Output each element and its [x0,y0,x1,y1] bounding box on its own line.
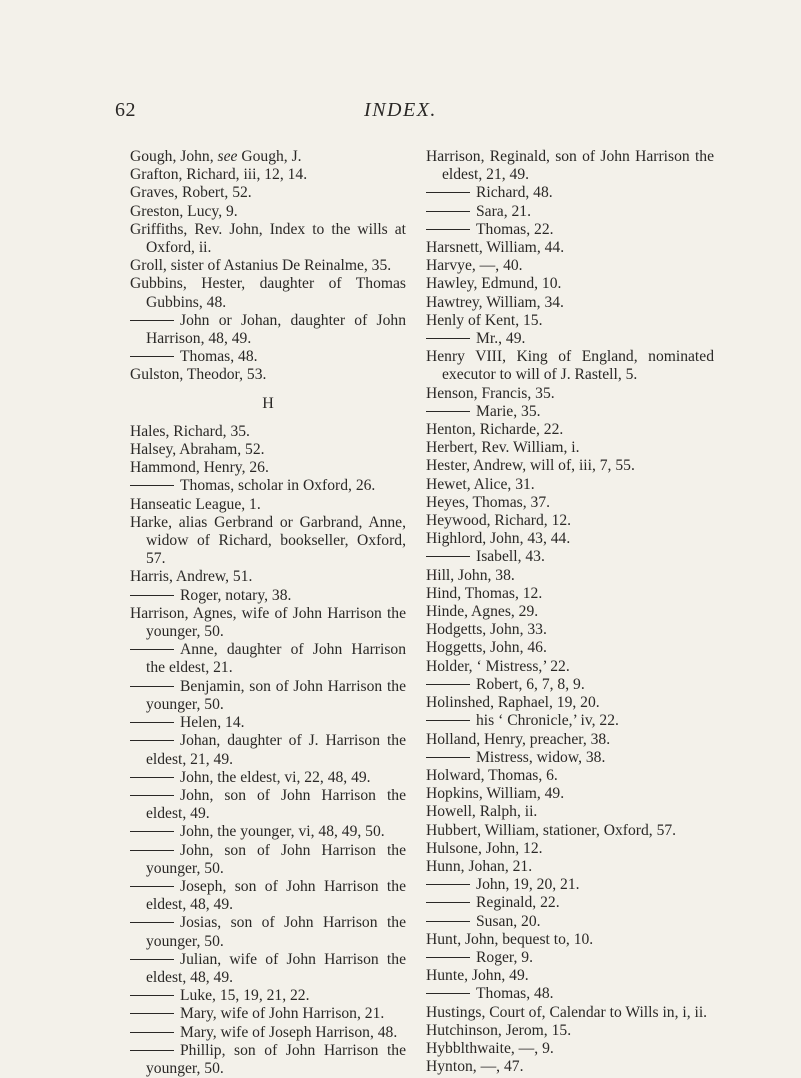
ditto-dash [426,229,470,230]
entry-text: Henly of Kent, 15. [426,311,543,329]
index-entry [426,840,714,858]
index-entry [130,605,406,641]
entry-text: Hulsone, John, 12. [426,839,543,857]
index-entry [426,530,714,548]
entry-text: John, 19, 20, 21. [476,876,580,894]
ditto-dash [130,831,174,832]
index-subentry [130,1005,406,1023]
index-subentry [426,876,714,894]
entry-text: Hustings, Court of, Calendar to Wills in, i, ii. [426,1003,708,1021]
index-subentry [130,914,406,950]
index-subentry [130,769,406,787]
entry-text: Hester, Andrew, will of, iii, 7, 55. [426,457,635,475]
index-subentry [426,985,714,1003]
ditto-dash [130,595,174,596]
index-subentry [426,221,714,239]
ditto-dash [130,686,174,687]
entry-text: Highlord, John, 43, 44. [426,530,571,548]
entry-text: Henson, Francis, 35. [426,384,555,402]
index-subentry [130,878,406,914]
entry-text: Groll, sister of Astanius De Reinalme, 35. [130,257,392,275]
index-subentry [130,477,406,495]
index-entry [426,785,714,803]
index-subentry [426,548,714,566]
ditto-dash [426,556,470,557]
entry-text: Hubbert, William, stationer, Oxford, 57. [426,821,677,839]
ditto-dash [426,192,470,193]
ditto-dash [426,757,470,758]
index-entry [426,1058,714,1076]
entry-text: Hoggetts, John, 46. [426,639,547,657]
index-subentry [130,678,406,714]
index-subentry [426,894,714,912]
ditto-dash [426,902,470,903]
index-entry [130,423,406,441]
index-entry [426,148,714,184]
entry-text: Thomas, 48. [476,985,554,1003]
ditto-dash [130,649,174,650]
entry-text: Hunte, John, 49. [426,967,529,985]
index-subentry [130,587,406,605]
entry-text: Susan, 20. [476,912,541,930]
index-subentry [130,641,406,677]
entry-text: John, the eldest, vi, 22, 48, 49. [180,768,371,786]
index-entry [426,348,714,384]
index-entry [426,858,714,876]
ditto-dash [130,1013,174,1014]
entry-text: Holward, Thomas, 6. [426,766,558,784]
index-entry [130,221,406,257]
entry-text: Robert, 6, 7, 8, 9. [476,675,585,693]
index-entry [426,1022,714,1040]
index-entry [426,803,714,821]
ditto-dash [130,485,174,486]
index-subentry [426,913,714,931]
ditto-dash [426,684,470,685]
entry-text: Hewet, Alice, 31. [426,475,535,493]
index-entry [426,421,714,439]
entry-text: Grafton, Richard, iii, 12, 14. [130,166,308,184]
entry-text: Hind, Thomas, 12. [426,584,543,602]
index-entry [426,567,714,585]
ditto-dash [426,884,470,885]
index-subentry [130,312,406,348]
ditto-dash [130,795,174,796]
index-entry [426,822,714,840]
index-subentry [130,951,406,987]
index-entry [130,568,406,586]
entry-text: Holder, ‘ Mistress,’ 22. [426,657,570,675]
ditto-dash [130,320,174,321]
ditto-dash [426,957,470,958]
ditto-dash [130,777,174,778]
entry-text: Hunn, Johan, 21. [426,857,533,875]
index-subentry [130,987,406,1005]
entry-text: Halsey, Abraham, 52. [130,441,265,459]
entry-text: Howell, Ralph, ii. [426,803,538,821]
index-entry [130,166,406,184]
index-entry [426,439,714,457]
entry-text: Thomas, 22. [476,220,554,238]
index-subentry [426,330,714,348]
entry-text: Thomas, 48. [180,348,258,366]
index-subentry [130,823,406,841]
index-entry [426,457,714,475]
page-number: 62 [115,99,136,121]
index-entry [130,514,406,569]
index-entry [426,967,714,985]
page-title: INDEX. [364,99,437,121]
entry-text: Joseph, son of John Harrison the eldest, 48, 49. [146,877,406,914]
index-entry [426,257,714,275]
index-entry [426,767,714,785]
entry-text: Sara, 21. [476,202,531,220]
entry-text: Graves, Robert, 52. [130,184,252,202]
entry-text: Harrison, Reginald, son of John Harrison the eldest, 21, 49. [426,148,714,184]
entry-text: John, the younger, vi, 48, 49, 50. [180,823,385,841]
index-subentry [426,749,714,767]
index-entry [130,203,406,221]
ditto-dash [130,740,174,741]
index-subentry [130,787,406,823]
entry-text: Luke, 15, 19, 21, 22. [180,987,310,1005]
index-entry [426,512,714,530]
ditto-dash [130,1050,174,1051]
ditto-dash [130,922,174,923]
entry-text: Anne, daughter of John Harrison the eldest, 21. [146,641,406,677]
index-subentry [426,712,714,730]
index-entry [426,385,714,403]
entry-text: Hynton, —, 47. [426,1058,524,1076]
index-entry [426,1004,714,1022]
index-entry [130,257,406,275]
ditto-dash [130,722,174,723]
index-entry [130,366,406,384]
entry-text: Hammond, Henry, 26. [130,459,269,477]
index-entry [130,184,406,202]
ditto-dash [130,1032,174,1033]
entry-text: Hopkins, William, 49. [426,785,565,803]
index-entry [426,931,714,949]
ditto-dash [130,959,174,960]
entry-text: Hales, Richard, 35. [130,422,250,440]
section-letter: H [262,394,274,412]
index-entry [426,731,714,749]
entry-text: Gulston, Theodor, 53. [130,366,267,384]
index-subentry [426,403,714,421]
entry-text: Harsnett, William, 44. [426,239,565,257]
entry-text: Isabell, 43. [476,548,545,566]
index-entry [426,658,714,676]
index-subentry [130,842,406,878]
index-entry [426,1040,714,1058]
index-entry [130,275,406,311]
entry-text: Henton, Richarde, 22. [426,421,564,439]
ditto-dash [130,356,174,357]
entry-text: Thomas, scholar in Oxford, 26. [180,477,376,495]
entry-text: Greston, Lucy, 9. [130,202,238,220]
index-subentry [130,1042,406,1078]
entry-text: Hunt, John, bequest to, 10. [426,930,594,948]
ditto-dash [426,993,470,994]
index-entry [426,275,714,293]
entry-text: Gubbins, Hester, daughter of Thomas Gubbins, 48. [130,275,406,311]
ditto-dash [426,411,470,412]
entry-text: Harrison, Agnes, wife of John Harrison the younger, 50. [130,604,406,641]
entry-text: John, son of John Harrison the eldest, 49. [146,786,406,823]
index-entry [130,441,406,459]
ditto-dash [426,338,470,339]
entry-text: Benjamin, son of John Harrison the younger, 50. [146,677,406,713]
entry-text: Hawley, Edmund, 10. [426,275,562,293]
index-subentry [426,676,714,694]
page-header [0,99,801,129]
index-entry [426,585,714,603]
entry-text: Helen, 14. [180,714,245,732]
index-entry [426,639,714,657]
index-entry [130,148,406,166]
entry-text: Hodgetts, John, 33. [426,621,547,639]
index-subentry [130,732,406,768]
entry-text: Holinshed, Raphael, 19, 20. [426,694,600,712]
entry-text: Josias, son of John Harrison the younger, 50. [146,914,406,950]
entry-text: Heyes, Thomas, 37. [426,493,551,511]
index-entry [426,239,714,257]
entry-text: Gough, John, see Gough, J. [130,148,302,165]
entry-text: Johan, daughter of J. Harrison the eldest, 21, 49. [146,732,406,768]
entry-text: Mary, wife of John Harrison, 21. [180,1005,385,1023]
entry-text: Heywood, Richard, 12. [426,512,572,530]
index-subentry [130,348,406,366]
index-entry [426,494,714,512]
entry-text: John or Johan, daughter of John Harrison, 48, 49. [146,311,406,348]
entry-text: Julian, wife of John Harrison the eldest, 48, 49. [146,950,406,986]
index-entry [426,294,714,312]
entry-text: Reginald, 22. [476,894,560,912]
index-subentry [130,1024,406,1042]
index-entry [426,621,714,639]
ditto-dash [426,921,470,922]
entry-text: Hybblthwaite, —, 9. [426,1039,554,1057]
index-entry [426,603,714,621]
entry-text: Griffiths, Rev. John, Index to the wills at Oxford, ii. [130,220,406,257]
entry-text: Hanseatic League, 1. [130,495,261,513]
entry-text: Mr., 49. [476,330,526,348]
ditto-dash [130,995,174,996]
ditto-dash [130,886,174,887]
index-subentry [426,949,714,967]
ditto-dash [130,850,174,851]
index-entry [426,694,714,712]
entry-text: Mary, wife of Joseph Harrison, 48. [180,1023,398,1041]
ditto-dash [426,720,470,721]
index-entry [426,476,714,494]
index-column-left [130,148,406,1078]
index-entry [130,459,406,477]
entry-text: his ‘ Chronicle,’ iv, 22. [476,712,619,730]
entry-text: Roger, notary, 38. [180,586,292,604]
entry-text: Hinde, Agnes, 29. [426,603,539,621]
entry-text: Herbert, Rev. William, i. [426,439,580,457]
entry-text: Richard, 48. [476,184,553,202]
entry-text: Marie, 35. [476,402,541,420]
ditto-dash [426,211,470,212]
index-entry [426,312,714,330]
entry-text: Hawtrey, William, 34. [426,293,564,311]
index-subentry [130,714,406,732]
entry-text: Roger, 9. [476,948,533,966]
entry-text: Holland, Henry, preacher, 38. [426,730,611,748]
entry-text: Harke, alias Gerbrand or Garbrand, Anne, widow of Richard, bookseller, Oxford, 57. [130,513,406,568]
entry-text: Hutchinson, Jerom, 15. [426,1021,572,1039]
entry-text: Harvye, —, 40. [426,257,523,275]
entry-text: Mistress, widow, 38. [476,748,606,766]
entry-text: Henry VIII, King of England, nominated executor to will of J. Rastell, 5. [426,348,714,384]
entry-text: John, son of John Harrison the younger, 50. [146,841,406,877]
index-subentry [426,203,714,221]
entry-text: Phillip, son of John Harrison the younger, 50. [146,1041,406,1077]
index-subentry [426,184,714,202]
entry-text: Harris, Andrew, 51. [130,568,253,586]
index-column-right [426,148,714,1076]
index-entry [130,496,406,514]
entry-text: Hill, John, 38. [426,566,515,584]
